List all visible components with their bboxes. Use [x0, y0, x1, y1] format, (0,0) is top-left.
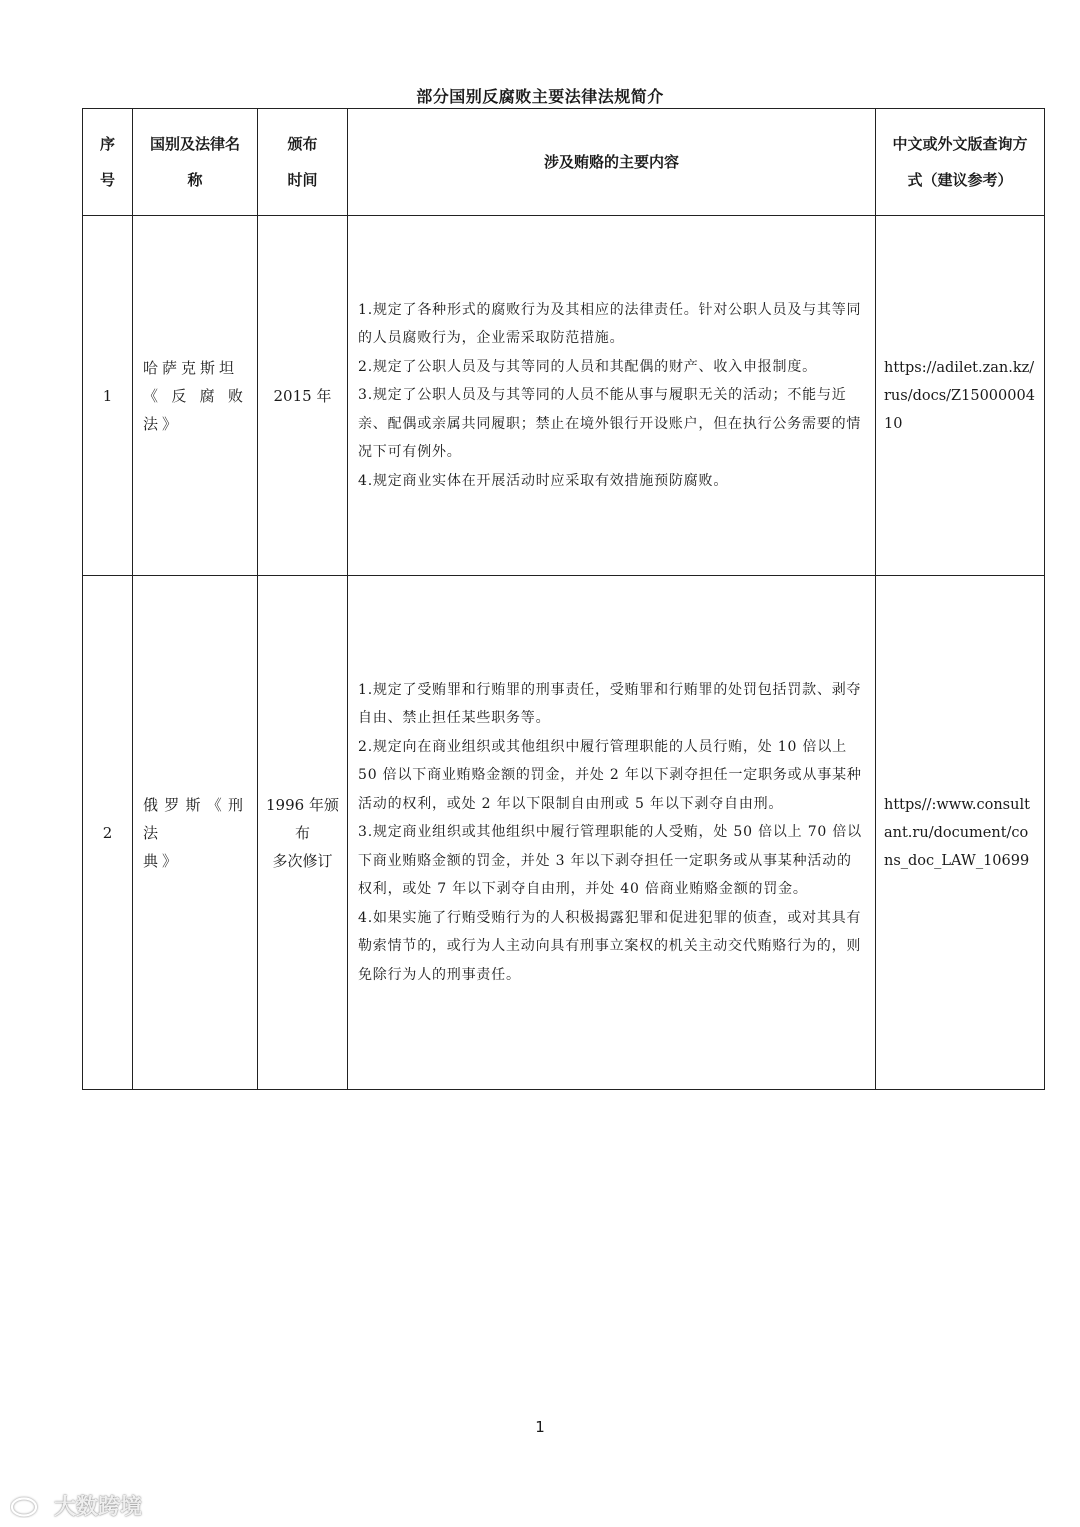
content-item: 1.规定了受贿罪和行贿罪的刑事责任，受贿罪和行贿罪的处罚包括罚款、剥夺自由、禁止担任某些职务等。 [358, 681, 862, 727]
row-promulgation-date [258, 216, 348, 576]
row-serial-number: 2 [83, 576, 133, 1090]
table-row [83, 216, 1045, 576]
row-lookup-url: https://adilet.zan.kz/rus/docs/Z1500000410 [876, 216, 1045, 576]
date-line: 多次修订 [272, 851, 333, 870]
date-line: 布 [294, 823, 310, 842]
header-line: 序 [99, 135, 115, 153]
content-item: 4.如果实施了行贿受贿行为的人积极揭露犯罪和促进犯罪的侦查，或对其具有勒索情节的，或行为人主动向具有刑事立案权的机关主动交代贿赂行为的，则免除行为人的刑事责任。 [358, 909, 862, 983]
content-item: 3.规定了公职人员及与其等同的人员不能从事与履职无关的活动；不能与近亲、配偶或亲属共同履职；禁止在境外银行开设账户，但在执行公务需要的情况下可有例外。 [358, 387, 862, 461]
row-promulgation-date [258, 576, 348, 1090]
row-lookup-url: https//:www.consultant.ru/document/cons_doc_LAW_10699 [876, 576, 1045, 1090]
watermark-text: 大数跨境 [54, 1494, 143, 1520]
row-serial-number: 1 [83, 216, 133, 576]
row-country-law-name [133, 576, 258, 1090]
content-item: 3.规定商业组织或其他组织中履行管理职能的人受贿，处 50 倍以上 70 倍以下商业贿赂金额的罚金，并处 3 年以下剥夺担任一定职务或从事某种活动的权利，或处 7 年以下剥夺自由刑，并处 40 倍商业贿赂金额的罚金。 [358, 824, 862, 898]
name-line: 俄罗斯《刑法 [143, 795, 247, 842]
row-country-law-name [133, 216, 258, 576]
date-line: 1996 年颁 [266, 795, 339, 814]
table-header-row [83, 109, 1045, 216]
header-line: 式（建议参考） [907, 171, 1013, 189]
header-line: 时间 [287, 171, 318, 189]
header-line: 颁布 [287, 135, 318, 153]
law-summary-table [82, 108, 1045, 1090]
header-line: 国别及法律名 [149, 135, 240, 153]
document-title: 部分国别反腐败主要法律法规简介 [416, 87, 664, 106]
watermark [10, 1490, 142, 1520]
content-item: 2.规定了公职人员及与其等同的人员和其配偶的财产、收入申报制度。 [358, 358, 817, 375]
header-main-content: 涉及贿赂的主要内容 [348, 109, 876, 216]
header-serial-number [83, 109, 133, 216]
name-line: 典》 [143, 851, 182, 870]
content-item: 4.规定商业实体在开展活动时应采取有效措施预防腐败。 [358, 472, 729, 489]
name-line: 《反腐败法》 [143, 386, 247, 433]
row-main-content [348, 216, 876, 576]
content-item: 2.规定向在商业组织或其他组织中履行管理职能的人员行贿，处 10 倍以上 50 倍以下商业贿赂金额的罚金，并处 2 年以下剥夺担任一定职务或从事某种活动的权利，或处 2 年以下限制自由刑或 5 年以下剥夺自由刑。 [358, 738, 862, 812]
page-number: 1 [535, 1418, 545, 1436]
header-line: 中文或外文版查询方 [892, 135, 1028, 153]
header-lookup-method [876, 109, 1045, 216]
date-line: 2015 年 [273, 386, 332, 405]
header-country-law-name [133, 109, 258, 216]
weibo-logo-icon [10, 1492, 50, 1518]
name-line: 哈萨克斯坦 [143, 358, 239, 377]
header-promulgation-date [258, 109, 348, 216]
row-main-content [348, 576, 876, 1090]
table-row [83, 576, 1045, 1090]
header-line: 号 [99, 171, 115, 189]
content-item: 1.规定了各种形式的腐败行为及其相应的法律责任。针对公职人员及与其等同的人员腐败行为，企业需采取防范措施。 [358, 301, 862, 347]
header-line: 称 [187, 171, 203, 189]
